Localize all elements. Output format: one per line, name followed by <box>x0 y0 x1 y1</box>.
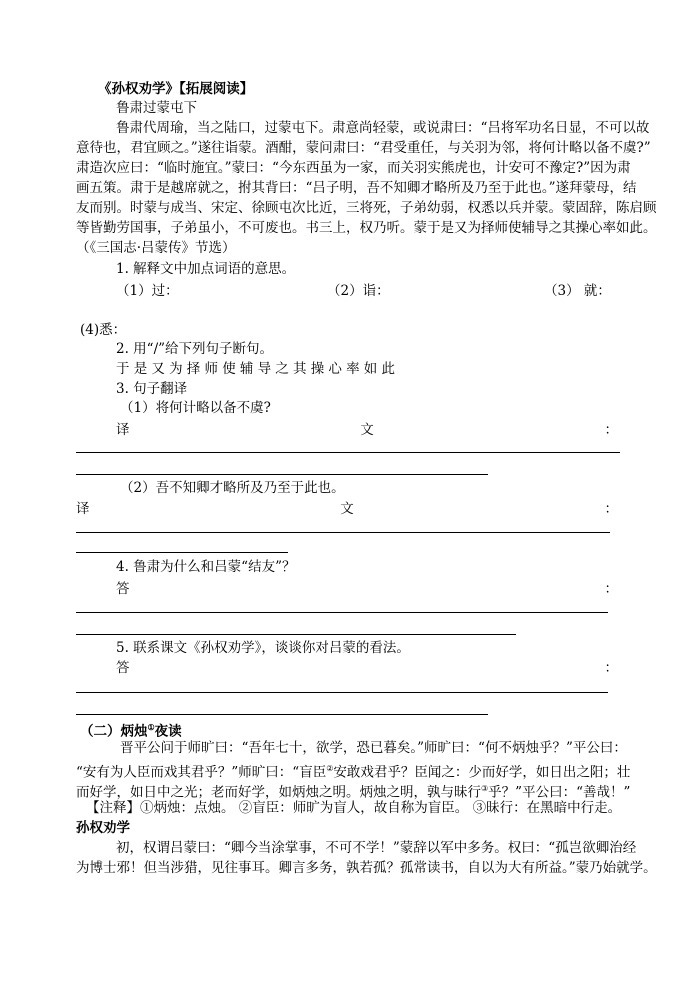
answer-line[interactable] <box>76 612 608 613</box>
question-5-prompt: 5. 联系课文《孙权劝学》，谈谈你对吕蒙的看法。 <box>116 640 410 656</box>
colon: ： <box>604 501 618 517</box>
yi-label: 译 <box>76 501 90 517</box>
translation-label-row <box>116 421 618 440</box>
answer-line[interactable] <box>76 552 288 553</box>
answer-label: 答 <box>116 581 130 597</box>
question-2-prompt: 2. 用“/”给下列句子断句。 <box>116 341 274 357</box>
answer-label: 答 <box>116 660 130 676</box>
passage-line: 意待也，君宜顾之。”遂往诣蒙。酒酣，蒙问肃曰：“君受重任，与关羽为邻，将何计略以备不虞?” <box>76 140 651 156</box>
answer-line[interactable] <box>76 532 610 533</box>
question-1-prompt: 1. 解释文中加点词语的意思。 <box>116 261 296 277</box>
passage-line: 初，权谓吕蒙曰：“卿今当涂掌事，不可不学！”蒙辞以军中多务。权曰：“孤岂欲卿治经 <box>116 840 637 856</box>
section-heading-quanxue-text: 孙权劝学 <box>76 820 130 836</box>
question-1-item: （2）诣： <box>327 283 390 299</box>
passage-line: 等皆勤劳国事，子弟虽小，不可废也。书三上，权乃听。蒙于是又为择师使辅导之其操心率如此。 <box>76 220 657 236</box>
passage-subtitle: 鲁肃过蒙屯下 <box>116 100 197 116</box>
answer-line[interactable] <box>76 634 516 635</box>
answer-line[interactable] <box>76 714 488 715</box>
passage-line: 而好学，如日中之光；老而好学，如炳烛之明。炳烛之明，孰与昧行③乎？”平公曰：“善哉！” <box>76 784 631 801</box>
colon: ： <box>604 660 618 676</box>
wen-label: 文 <box>340 501 354 517</box>
answer-label-row <box>116 580 618 599</box>
passage-line: 画五策。肃于是越席就之，拊其背曰：“吕子明，吾不知卿才略所及乃至于此也。”遂拜蒙母，结 <box>76 180 637 196</box>
passage-line: “安有为人臣而戏其君乎？”师旷曰：“盲臣②安敢戏君乎？臣闻之：少而好学，如日出之阳；壮 <box>76 764 631 781</box>
question-2-sentence: 于是又为择师使辅导之其操心率如此 <box>116 361 400 377</box>
answer-line[interactable] <box>76 474 488 475</box>
translation-label-row <box>76 500 618 519</box>
colon: ： <box>604 422 618 438</box>
question-1-item: (4)悉： <box>80 322 127 338</box>
section-heading-bingzhu: （二）炳烛①夜读 <box>80 722 182 740</box>
annotation-note: 【注释】①炳烛：点烛。 ②盲臣：师旷为盲人，故自称为盲臣。 ③昧行：在黑暗中行走。 <box>86 800 622 816</box>
passage-source: （《三国志·吕蒙传》节选） <box>76 240 236 256</box>
yi-label: 译 <box>116 422 130 438</box>
question-3-sentence-2: （2）吾不知卿才略所及乃至于此也。 <box>120 480 345 496</box>
colon: ： <box>604 581 618 597</box>
answer-line[interactable] <box>76 692 608 693</box>
passage-line: 鲁肃代周瑜，当之陆口，过蒙屯下。肃意尚轻蒙，或说肃曰：“吕将军功名日显，不可以故 <box>116 120 650 136</box>
question-4-prompt: 4. 鲁肃为什么和吕蒙“结友”？ <box>116 559 296 575</box>
question-1-item: （3） 就： <box>544 283 611 299</box>
passage-line: 肃造次应曰：“临时施宜。”蒙曰：“今东西虽为一家，而关羽实熊虎也，计安可不豫定?”因为肃 <box>76 160 631 176</box>
section-heading-quanxue: 《孙权劝学》【拓展阅读】 <box>98 81 254 97</box>
passage-line: 为博士邪！但当涉猎，见往事耳。卿言多务，孰若孤？孤常读书，自以为大有所益。”蒙乃始就学。 <box>76 860 657 876</box>
passage-line: 晋平公问于师旷曰：“吾年七十，欲学，恐已暮矣。”师旷曰：“何不炳烛乎？”平公曰： <box>120 740 627 756</box>
question-3-prompt: 3. 句子翻译 <box>116 381 188 397</box>
passage-line: 友而别。时蒙与成当、宋定、徐顾屯次比近，三将死，子弟幼弱，权悉以兵并蒙。蒙固辞，陈启顾 <box>76 200 657 216</box>
answer-line[interactable] <box>76 452 620 453</box>
answer-label-row <box>116 659 618 678</box>
question-1-item: （1）过： <box>116 283 179 299</box>
question-3-sentence-1: （1）将何计略以备不虞? <box>120 400 271 416</box>
wen-label: 文 <box>360 422 374 438</box>
